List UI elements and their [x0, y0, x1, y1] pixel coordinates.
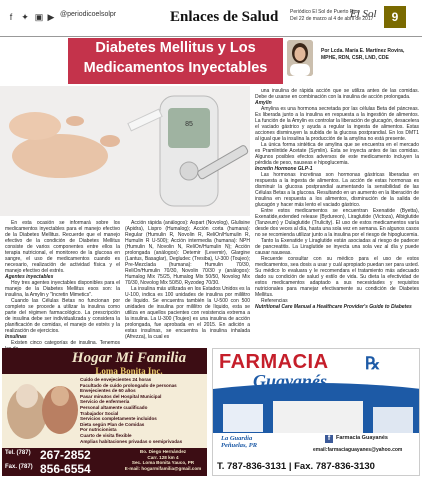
- ad-farmacia-guayanes[interactable]: [212, 348, 420, 476]
- facebook-icon[interactable]: f: [325, 435, 333, 443]
- hogar-address-line2: Carr. 128 km 4: [147, 454, 179, 460]
- hogar-fax-label: Fax. (787): [5, 464, 33, 470]
- article-paragraph: En esta ocasión se informará sobre los medicamentos inyectables para el manejo efectivo de la Diabetes Mellitus. Recuerde que el manejo efectivo de la condición de Diabetes Mellitus consiste de varios componentes entre ellos la terapia nutricional, el monitoreo de la glucosa en sangre, el uso de medicamentos cuando es necesario, realización de actividad física y el manejo efectivo del estrés.: [5, 220, 120, 274]
- hogar-service-item: Por nutricionista: [80, 427, 117, 433]
- section-title: Enlaces de Salud: [170, 9, 279, 25]
- ad-hogar-mi-familia[interactable]: [2, 348, 207, 476]
- article-paragraph: Tanto la Exenatide y Liraglutide están asociadas al riesgo de padecer de pancreatitis. La Liraglutide se inyecta una sola vez al día y puede causar nauseas.: [255, 238, 419, 256]
- rx-icon: [363, 353, 385, 373]
- author-photo: [287, 40, 313, 76]
- article-paragraph: Recuerde consultar con su médico para el uso de estos medicamentos, sea dosis a usar y cuál apropiado puedan ser para usted. Su médico lo evaluara y le recomendara el tratamiento más adecuado dado su condición de salud y estilo de vida. Su dieta la efectividad de estos medicamentos adaptado a sus necesidades y requisitos nutricionales para manejar efectivamente su condición de Diabetes Mellitus.: [255, 256, 419, 298]
- social-handle: @periodicoelsolpr: [60, 11, 117, 18]
- hogar-title: Hogar Mi Familia: [71, 350, 187, 366]
- hogar-service-item: Envejecientes de 60 años: [80, 388, 136, 394]
- article-column-1: [5, 220, 120, 352]
- article-paragraph: Acción rápida (análogos): Aspart (Novolog), Glulisine (Apidra), Lispro (Humalog); Acción corta (humana): Regular (Humulin R, Novolin R, ReliOn/Humulin R, Humulin R U-500); Acción intermedia (humana): NPH (Humulin N, Novolin N, ReliOn/Humulin N); Acción prolongada (análogos): Detemir (Levemir), Glargine (Lantus, Basaglar), Degludec (Tresiba), U-300 (Toujeo); Pre-Mezclada (humana): Humulin 70/30, ReliOn/Humulin 70/30, Novolin 70/30 y (análogos): Humalog Mix 75/25, Humalog Mix 50/50, Novolog Mix 70/30, Novolog Mix 50/50, Ryzodeg 70/30.: [125, 220, 250, 286]
- author-name: Por Lcda. María E. Martínez Rovira,: [321, 48, 405, 54]
- instagram-icon[interactable]: ▣: [34, 12, 44, 22]
- article-paragraph: Hoy tres agentes inyectables disponibles para el manejo de la Diabetes Mellitus esos son: la insulina, la Amylin y "Incretin Mimetics".: [5, 280, 120, 298]
- article-paragraph: Referencias: [261, 298, 288, 304]
- facebook-icon[interactable]: f: [9, 12, 13, 22]
- farmacia-phones[interactable]: T. 787-836-3131 | Fax. 787-836-3130: [217, 461, 375, 472]
- article-column-2: [125, 220, 250, 340]
- hogar-service-item: Trabajador Social: [80, 410, 119, 416]
- insulin-pen-photo: [0, 86, 250, 216]
- youtube-icon[interactable]: ▶: [47, 12, 55, 22]
- hogar-tel-label: Tel. (787): [5, 450, 31, 456]
- twitter-icon[interactable]: ✦: [21, 12, 29, 22]
- hogar-service-item: Servicios completamente incluidos: [80, 416, 157, 422]
- svg-text:85: 85: [185, 121, 193, 128]
- article-title-line2: Medicamentos Inyectables: [83, 60, 268, 76]
- article-subheading: Insulinas: [5, 334, 27, 340]
- svg-text:℞: ℞: [365, 354, 381, 373]
- hogar-subtitle: Loma Bonita Inc.: [95, 366, 163, 376]
- hogar-address: [120, 449, 206, 471]
- article-paragraph: Entre estos medicamentos se encuentran Exenatide (Byetta), Exenatide,extended release (Bydureon), Liraglutide (Victoza), Albiglutide (Tanzeum) y Dulaglutide (Trulicity). El uso de estos medicamentos varía desde dos veces al día, hasta una sola vez en semana. En algunos casos no se recomienda utilizar junto a la insulina por el riesgo de hipoglucemia.: [255, 208, 419, 238]
- farmacia-address: [221, 435, 257, 449]
- hogar-tel[interactable]: 267-2852: [40, 448, 91, 462]
- hogar-address-line1: Bo. Diego Hernández: [139, 449, 187, 454]
- article-subheading: Nutritional Care Manual a Healthcare Provider's Guide to Diabetes: [255, 304, 412, 310]
- hogar-service-item: Cuarto de visita flexible: [80, 432, 132, 438]
- farmacia-name: Guayanés: [253, 371, 328, 391]
- hogar-service-item: Personal altamente cualificado: [80, 404, 148, 410]
- hogar-service-item: Dieta según Plan de Comidas: [80, 421, 145, 427]
- hogar-fax[interactable]: 856-6554: [40, 462, 91, 476]
- hogar-service-item: Facultado de cuido prolongado de personas: [80, 382, 177, 388]
- article-paragraph: La única forma sintética de amylina que se encuentra en el mercado es Pramlintide Acetate (Symlin). Esta se inyecta antes de las comidas. Algunos posibles efectos adversos de este medicamento incluyen la pérdida de peso, nauseas e hipoglucemia.: [255, 142, 419, 166]
- hogar-service-item: Pasar minutos del Hospital Municipal: [80, 393, 162, 399]
- hogar-email[interactable]: E-mail: hogarmifamilia@gmail.com: [124, 465, 202, 471]
- hogar-services-list: [80, 377, 207, 444]
- article-paragraph: Las hormonas incretinas son hormonas gástricas liberadas en respuesta a la ingesta de alimentos. La acción de estas hormonas es disminuir la glucosa postprandial aumentando la sensibilidad de las Células Betas a la glucosa. Resultando en un aumento en la liberación de insulina en respuesta a los alimentos, disminución de la salida de glucagón y hacer más lento el vaciado gástrico.: [255, 172, 419, 208]
- page-number: 9: [384, 6, 406, 28]
- issue-date: Del 22 de marzo al 4 de abril de 2017: [290, 16, 374, 22]
- article-column-3: [255, 88, 419, 310]
- farmacia-email[interactable]: email:farmaciaguayanes@yahoo.com: [313, 447, 403, 453]
- article-paragraph: una insulina de rápida acción que se utiliza antes de las comidas. Debe de usarse en combinación con la insulina de acción prolongada.: [255, 88, 419, 100]
- hogar-address-line3: Sec. Loma Bonita Yauco, PR: [131, 460, 195, 466]
- farmacia-facebook[interactable]: Farmacia Guayanés: [336, 435, 388, 441]
- hogar-service-item: Servicio de enfermería: [80, 399, 130, 405]
- article-paragraph: Amylina es una hormona secretada por las células Beta del páncreas. Es liberada junto a la insulina en respuesta a la ingestión de alimentos. La función de la Amylin es controlar la liberación de glucagón, desacelera el vaciado gástrico y ayuda a regular la ingesta de alimentos. Estas acciones disminuyen la subida de la glucosa postprandial. En los DMT1 al igual que la insulina la producción de la amylina no está presente.: [255, 106, 419, 142]
- hogar-service-item: Cuido de envejecientes 24 horas: [80, 377, 152, 382]
- article-paragraph: La insulina más utilizada en los Estados Unidos es la U-100, indica es 100 unidades de insulina por mililitro de líquido. Se encuentra también la U-500 con 500 unidades de insulina por mililitro de líquido, esta se utiliza en aquellos pacientes con resistencia extrema a la insulina. La U-300 (Toujeo) es una insulina de acción prolongada, fue aprobada en el 2015. En adición a estas insulinas, se encuentra la insulina inhalada (Afrezza), la cual es: [125, 286, 250, 340]
- hogar-service-item: Amplias habitaciones privadas o semiprivadas: [80, 438, 183, 444]
- farmacia-address-line1: La Guardia: [221, 435, 253, 442]
- article-subheading: Incretin Hormone GLP-1: [255, 166, 313, 172]
- farmacia-address-line2: Peñuelas, PR: [221, 442, 258, 449]
- paper-logo: El Sol: [350, 8, 377, 20]
- author-credentials: MPHE, RDN, CSR, LND, CDE: [321, 55, 389, 61]
- article-subheading: Amylin: [255, 100, 272, 106]
- article-paragraph: Cuando las Células Betas no funcionan por completo se procede a utilizar la insulina como parte del régimen farmacológico. La prescripción de insulina debe ser individualizada y considera la planificación de comidas, el manejo de estrés y la realización de ejercicios.: [5, 298, 120, 334]
- farmacia-title: FARMACIA: [219, 351, 329, 373]
- article-subheading: Agentes inyectables: [5, 274, 54, 280]
- paper-name: Periódico El Sol de Puerto Rico: [290, 9, 360, 15]
- article-title-line1: Diabetes Mellitus y Los: [95, 40, 256, 56]
- article-paragraph: Existen cinco categorías de insulina. Tenemos: [11, 340, 120, 346]
